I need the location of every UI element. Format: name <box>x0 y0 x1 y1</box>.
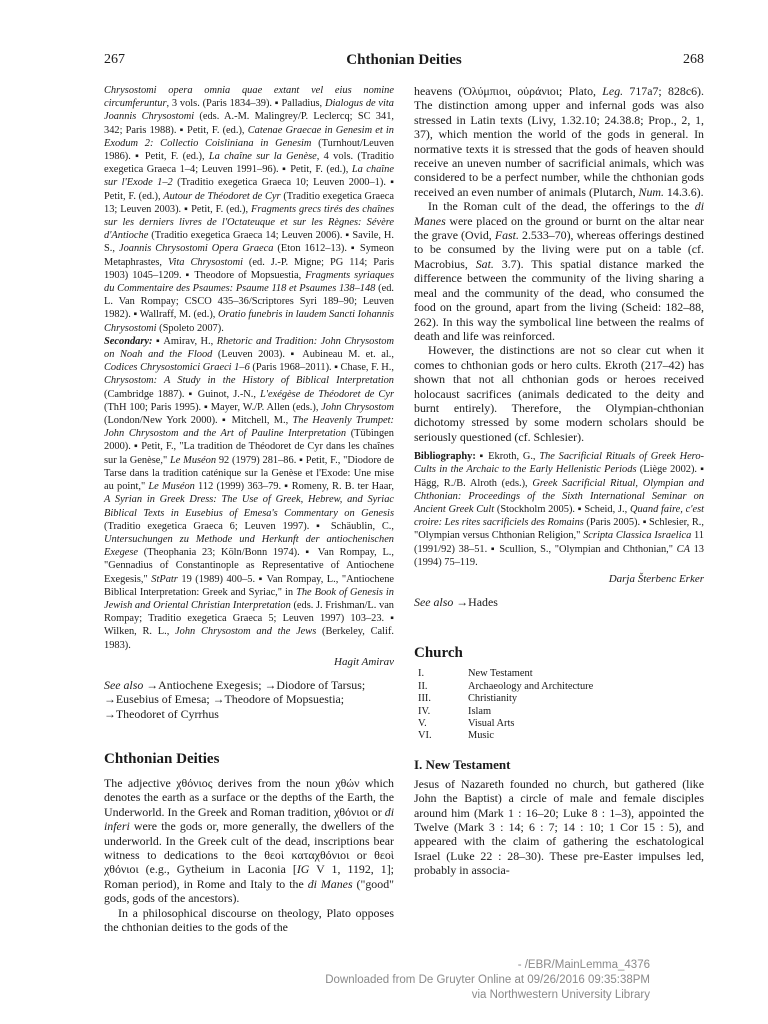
author-signature: Hagit Amirav <box>334 655 394 668</box>
toc-item-number: II. <box>418 680 428 692</box>
footer-line: via Northwestern University Library <box>471 989 650 1001</box>
left-column <box>104 84 394 934</box>
bibliography: Bibliography: ▪ Ekroth, G., The Sacrificial Rituals of Greek Hero-Cults in the Archaic to the Early Hellenistic Periods (Liège 2002). ▪ Hägg, R./B. Alroth (eds.), Greek Sacrificial Ritual, Olympian and Chthonian: Proceedings of the Sixth International Seminar on Ancient Greek Cult (Stockholm 2005). ▪ Scheid, J., Quand faire, c'est croire: Les rites sacrificiels des Romains (Paris 2005). ▪ Schlesier, R., "Olympian versus Chthonian Religion," Scripta Classica Israelica 11 (1991/92) 38–51. ▪ Scullion, S., "Olympian and Chthonian," CA 13 (1994) 75–119. <box>414 451 704 568</box>
toc-item <box>414 706 704 718</box>
running-header <box>104 52 704 74</box>
toc-item <box>414 681 704 693</box>
page-number-left: 267 <box>104 52 125 67</box>
toc-item <box>414 730 704 742</box>
see-also: See also →Antiochene Exegesis; →Diodore of Tarsus; →Eusebius of Emesa; →Theodore of Mopsuestia; →Theodoret of Cyrrhus <box>104 677 366 721</box>
entry-title: Church <box>414 645 463 662</box>
toc-item <box>414 668 704 680</box>
toc-item-label: Music <box>468 730 494 742</box>
download-footer <box>325 958 650 1003</box>
toc-item-label: Visual Arts <box>468 718 515 730</box>
entry-title: Chthonian Deities <box>104 750 220 767</box>
body-paragraph: In the Roman cult of the dead, the offerings to the di Manes were placed on the ground or burnt on the altar near the grave (Ovid, Fast. 2.533–70), whereas offerings destined to be consumed by the living were put on a table (cf. Macrobius, Sat. 3.7). This spatial distance marked the difference between the community of the living sharing a meal and the community of the dead, who consumed the food on the ground, apart from the living (Scheid: 182–88, 262). In this way the symbolical line between the realms of death and life was reinforced. <box>414 199 704 343</box>
body-paragraph: In a philosophical discourse on theology, Plato opposes the chthonian deities to the gods of the <box>104 905 394 935</box>
toc-item-label: Archaeology and Architecture <box>468 680 594 692</box>
running-title: Chthonian Deities <box>346 52 462 68</box>
secondary-bibliography: Secondary: ▪ Amirav, H., Rhetoric and Tradition: John Chrysostom on Noah and the Flood (Leuven 2003). ▪ Aubineau M. et. al., Codices Chrysostomici Graeci 1–6 (Paris 1968–2011). ▪ Chase, F. H., Chrysostom: A Study in the History of Biblical Interpretation (Cambridge 1887). ▪ Guinot, J.-N., L'exégèse de Théodoret de Cyr (ThH 100; Paris 1995). ▪ Mayer, W./P. Allen (eds.), John Chrysostom (London/New York 2000). ▪ Mitchell, M., The Heavenly Trumpet: John Chrysostom and the Art of Pauline Interpretation (Tübingen 2000). ▪ Petit, F., "La tradition de Théodoret de Cyr dans les chaînes sur la Genèse," Le Muséon 92 (1979) 281–86. ▪ Petit, F., "Diodore de Tarse dans la tradition caténique sur la Genèse et l'Exode: Une mise au point," Le Muséon 112 (1999) 363–79. ▪ Romeny, R. B. ter Haar, A Syrian in Greek Dress: The Use of Greek, Hebrew, and Syriac Biblical Texts in Eusebius of Emesa's Commentary on Genesis (Traditio exegetica Graeca 6; Leuven 1997). ▪ Schäublin, C., Untersuchungen zu Methode und Herkunft der antiochenischen Exegese (Theophania 23; Köln/Bonn 1974). ▪ Van Rompay, L., "Gennadius of Constantinople as Representative of Antiochene Exegesis," StPatr 19 (1989) 400–5. ▪ Van Rompay, L., "Antiochene Biblical Interpretation: Greek and Syriac," in The Book of Genesis in Jewish and Oriental Christian Interpretation (eds. J. Frishman/L. van Rompay; Traditio exegetica Graeca 5; Leuven 1997) 103–23. ▪ Wilken, R. L., John Chrysostom and the Jews (Berkeley, Calif. 1983). <box>104 335 395 651</box>
toc-item-number: VI. <box>418 730 432 742</box>
toc-item-label: Christianity <box>468 693 518 705</box>
footer-line: - /EBR/MainLemma_4376 <box>517 959 650 971</box>
section-title: I. New Testament <box>414 756 511 772</box>
toc-item-number: IV. <box>418 705 431 717</box>
body-paragraph: However, the distinctions are not so clear cut when it comes to chthonian gods or hero cults. Ekroth (217–42) has shown that not all chthonian gods or heroes received holocaust sacrifices (animals dedicated to the deity and burnt entirely). Therefore, the Olympian-chthonian dichotomy stressed by some modern scholars should be seriously questioned (cf. Schlesier). <box>414 343 704 444</box>
body-paragraph: The adjective χθόνιος derives from the noun χθών which denotes the earth as a surface or the depths of the Earth, the Underworld. In the Greek and Roman tradition, χθόνιοι or di inferi were the gods or, more generally, the dwellers of the underworld. In the Greek cult of the dead, inscriptions bear witness to dedications to the θεοὶ καταχθόνιοι or θεοὶ χθόνιοι (e.g., Gytheium in Laconia [IG V 1, 1192, 1]; Roman period), in Rome and Italy to the di Manes ("good" gods, gods of the ancestors). <box>104 775 394 906</box>
right-column <box>414 84 704 878</box>
toc-item-label: Islam <box>468 705 492 717</box>
toc-item-number: III. <box>418 693 431 705</box>
toc-item-number: I. <box>418 668 425 680</box>
see-also: See also →Hades <box>414 594 498 609</box>
table-of-contents <box>414 668 704 742</box>
toc-item <box>414 693 704 705</box>
footer-line: Downloaded from De Gruyter Online at 09/26/2016 09:35:38PM <box>325 974 650 986</box>
page-number-right: 268 <box>683 52 704 67</box>
body-paragraph: heavens (Ὀλύμπιοι, οὐράνιοι; Plato, Leg. 717a7; 828c6). The distinction among upper and infernal gods was also stressed in Latin texts (Livy, 1.32.10; 24.38.8; Prop., 2, 1, 37), which mention the world of the gods in general. In normative texts it is stressed that the gods of heaven should receive an uneven number of sacrificial animals, which was considered to be a perfect number, while the chthonian gods received an even number of animals (Plutarch, Num. 14.3.6). <box>414 84 704 199</box>
toc-item-number: V. <box>418 718 427 730</box>
primary-bibliography: Chrysostomi opera omnia quae extant vel eius nomine circumferuntur, 3 vols. (Paris 1834–39). ▪ Palladius, Dialogus de vita Joannis Chrysostomi (eds. A.-M. Malingrey/P. Leclercq; SC 341, 342; Paris 1988). ▪ Petit, F. (ed.), Catenae Graecae in Genesim et in Exodum 2: Collectio Coisliniana in Genesim (Turnhout/Leuven 1986). ▪ Petit, F. (ed.), La chaîne sur la Genèse, 4 vols. (Traditio exegetica Graeca 1–4; Leuven 1991–96). ▪ Petit, F. (ed.), La chaîne sur l'Exode 1–2 (Traditio exegetica Graeca 10; Leuven 2000–1). ▪ Petit, F. (ed.), Autour de Théodoret de Cyr (Traditio exegetica Graeca 13; Leuven 2003). ▪ Petit, F. (ed.), Fragments grecs tirés des chaînes sur les derniers livres de l'Octateuque et sur les Règnes: Sévère d'Antioche (Traditio exegetica Graeca 14; Leuven 2006). ▪ Savile, H. S., Joannis Chrysostomi Opera Graeca (Eton 1612–13). ▪ Symeon Metaphrastes, Vita Chrysostomi (ed. J.-P. Migne; PG 114; Paris 1903) 1045–1209. ▪ Theodore of Mopsuestia, Fragments syriaques du Commentaire des Psaumes: Psaume 118 et Psaumes 138–148 (ed. L. Van Rompay; CSCO 435–36/Scriptores Syri 189–90; Leuven 1982). ▪ Wallraff, M. (ed.), Oratio funebris in laudem Sancti Iohannis Chrysostomi (Spoleto 2007). <box>104 85 395 334</box>
author-signature: Darja Šterbenc Erker <box>608 572 704 585</box>
toc-item <box>414 718 704 730</box>
toc-item-label: New Testament <box>468 668 533 680</box>
body-paragraph: Jesus of Nazareth founded no church, but gathered (like John the Baptist) a circle of male and female disciples around him (Mark 1 : 16–20; Luke 8 : 1–3), appointed the Twelve (Mark 3 : 14; 6 : 7; 14 : 10; 1 Cor 15 : 5), and appeared with the claim of gathering the eschatological Israel (Luke 22 : 28–30). These pre-Easter impulses led, probably in associa- <box>414 776 704 878</box>
